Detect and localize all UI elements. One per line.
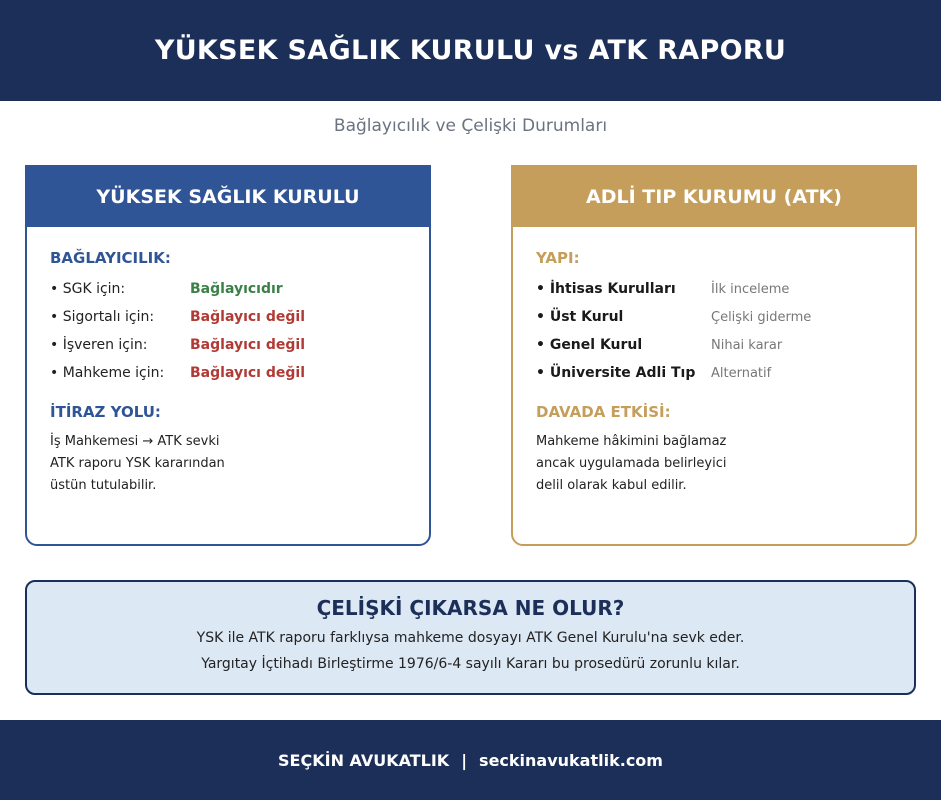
ysk-row-mahkeme xyxy=(50,359,406,387)
ysk-card xyxy=(25,165,431,546)
atk-row-note: İlk inceleme xyxy=(711,281,790,297)
atk-effect-line: Mahkeme hâkimini bağlamaz xyxy=(536,434,727,449)
ysk-row-value: Bağlayıcı değil xyxy=(190,309,305,325)
ysk-row-label: • Mahkeme için: xyxy=(50,365,165,381)
atk-row-note: Nihai karar xyxy=(711,337,783,353)
ysk-appeal-line: İş Mahkemesi → ATK sevki xyxy=(50,434,220,449)
atk-card-title: ADLİ TIP KURUMU (ATK) xyxy=(513,167,915,227)
ysk-appeal-line: ATK raporu YSK kararından xyxy=(50,456,225,471)
atk-effect-text xyxy=(536,431,892,497)
callout-title: ÇELİŞKİ ÇIKARSA NE OLUR? xyxy=(316,596,625,620)
atk-row-note: Alternatif xyxy=(711,365,772,381)
ysk-row-sgk xyxy=(50,275,406,303)
atk-effect-line: ancak uygulamada belirleyici xyxy=(536,456,727,471)
ysk-row-value: Bağlayıcı değil xyxy=(190,365,305,381)
atk-structure-title: YAPI: xyxy=(536,249,580,267)
ysk-appeal-line: üstün tutulabilir. xyxy=(50,478,157,493)
callout-line: Yargıtay İçtihadı Birleştirme 1976/6-4 sayılı Kararı bu prosedürü zorunlu kılar. xyxy=(201,656,740,672)
atk-row-note: Çelişki giderme xyxy=(711,309,812,325)
atk-row-universite xyxy=(536,359,892,387)
footer-separator: | xyxy=(461,750,468,770)
atk-row-ihtisas xyxy=(536,275,892,303)
callout-line: YSK ile ATK raporu farklıysa mahkeme dosyayı ATK Genel Kurulu'na sevk eder. xyxy=(196,630,745,646)
atk-row-genel-kurul xyxy=(536,331,892,359)
ysk-row-value: Bağlayıcı değil xyxy=(190,337,305,353)
atk-row-label: • Üniversite Adli Tıp xyxy=(536,365,696,381)
ysk-row-label: • İşveren için: xyxy=(50,337,148,353)
ysk-row-isveren xyxy=(50,331,406,359)
footer-website-link[interactable]: seckinavukatlik.com xyxy=(479,750,663,770)
atk-effect-title: DAVADA ETKİSİ: xyxy=(536,403,671,421)
ysk-row-label: • SGK için: xyxy=(50,281,126,297)
atk-row-label: • İhtisas Kurulları xyxy=(536,281,676,297)
header-banner xyxy=(0,0,941,101)
ysk-row-label: • Sigortalı için: xyxy=(50,309,155,325)
ysk-row-value: Bağlayıcıdır xyxy=(190,281,283,297)
ysk-appeal-text xyxy=(50,431,406,497)
atk-row-label: • Üst Kurul xyxy=(536,309,624,325)
conflict-callout xyxy=(25,580,916,695)
atk-card xyxy=(511,165,917,546)
ysk-row-sigortali xyxy=(50,303,406,331)
ysk-card-title: YÜKSEK SAĞLIK KURULU xyxy=(27,167,429,227)
footer xyxy=(0,720,941,800)
page-title: YÜKSEK SAĞLIK KURULU vs ATK RAPORU xyxy=(154,35,787,66)
atk-row-label: • Genel Kurul xyxy=(536,337,643,353)
ysk-binding-title: BAĞLAYICILIK: xyxy=(50,249,171,267)
atk-effect-line: delil olarak kabul edilir. xyxy=(536,478,687,493)
ysk-appeal-title: İTİRAZ YOLU: xyxy=(50,403,161,421)
atk-row-ust-kurul xyxy=(536,303,892,331)
subtitle: Bağlayıcılık ve Çelişki Durumları xyxy=(333,116,608,136)
footer-brand: SEÇKİN AVUKATLIK xyxy=(278,750,450,770)
